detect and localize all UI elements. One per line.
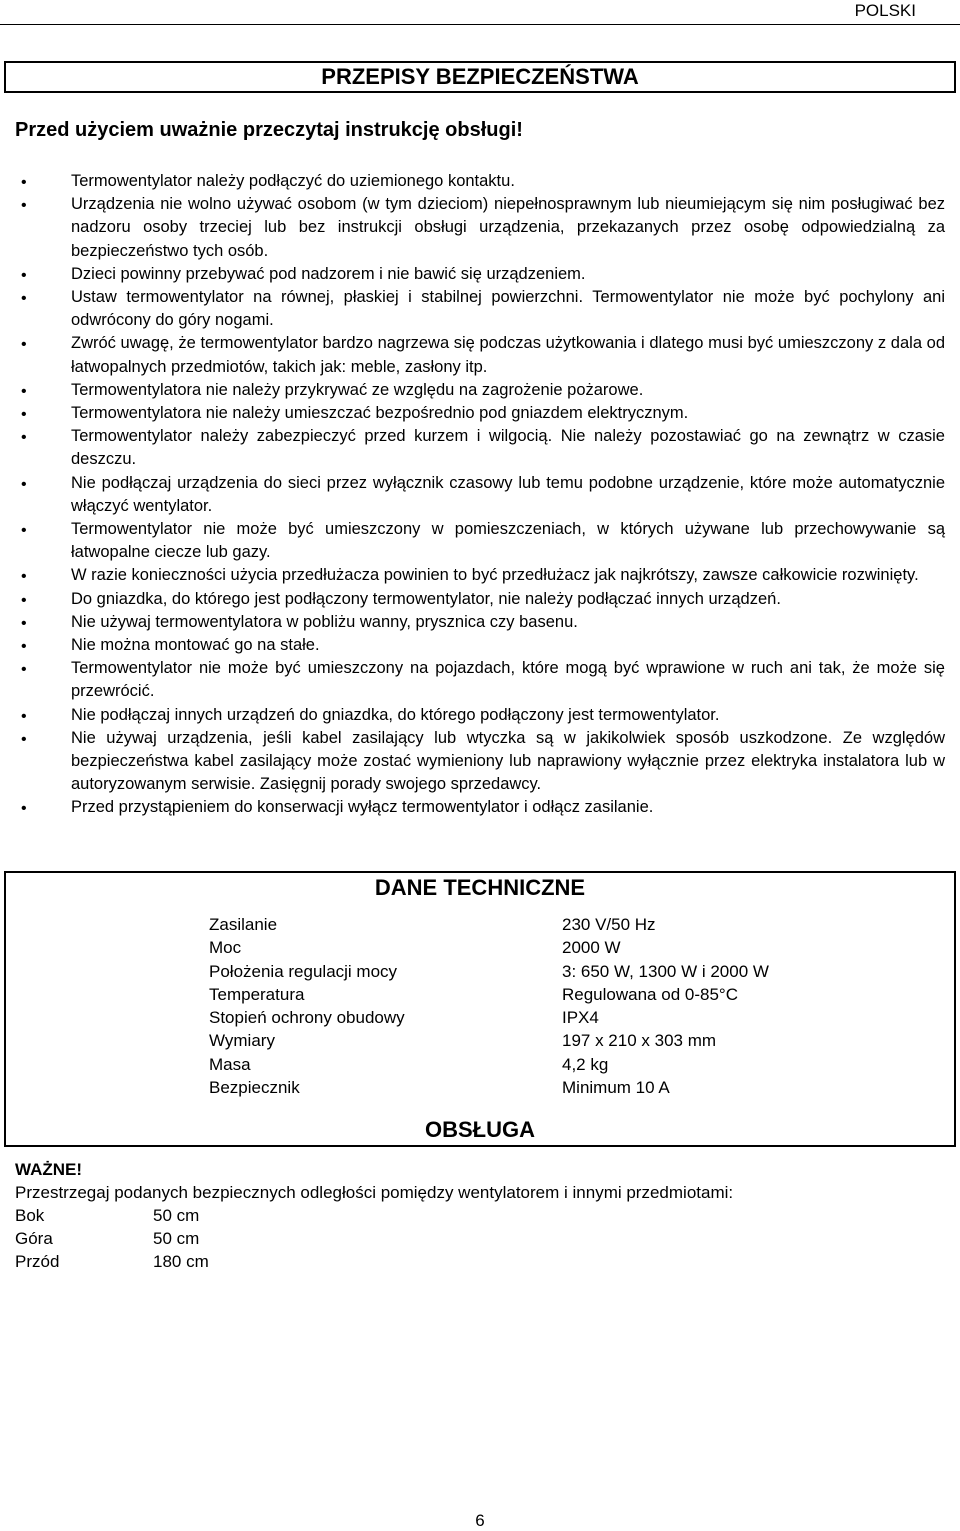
distance-value: 180 cm <box>153 1252 209 1271</box>
distance-table <box>15 1206 415 1275</box>
bullet-icon: • <box>21 197 27 215</box>
rule-item <box>0 657 960 703</box>
spec-label: Położenia regulacji mocy <box>209 961 398 981</box>
spec-row <box>0 1078 960 1101</box>
rule-item <box>0 796 960 819</box>
distance-value: 50 cm <box>153 1206 200 1225</box>
spec-label: Moc <box>209 938 242 958</box>
spec-label: Stopień ochrony obudowy <box>209 1008 405 1028</box>
bullet-icon: • <box>21 568 27 586</box>
distance-label: Góra <box>15 1229 53 1248</box>
operation-title: OBSŁUGA <box>425 1117 535 1142</box>
spec-label: Bezpiecznik <box>209 1078 300 1098</box>
rule-item <box>0 425 960 471</box>
rule-text: Dzieci powinny przebywać pod nadzorem i nie bawić się urządzeniem. <box>71 264 586 283</box>
rule-item <box>0 634 960 657</box>
spec-row <box>0 1055 960 1078</box>
spec-row <box>0 962 960 985</box>
rule-text: Do gniazdka, do którego jest podłączony termowentylator, nie należy podłączać innych urządzeń. <box>71 589 781 608</box>
bullet-icon: • <box>21 638 27 656</box>
rule-text: Nie podłączaj urządzenia do sieci przez wyłącznik czasowy lub temu podobne urządzenie, które może automatycznie włączyć wentylator. <box>71 473 945 515</box>
bullet-icon: • <box>21 266 27 284</box>
spec-value: 2000 W <box>562 938 621 958</box>
rule-item <box>0 263 960 286</box>
rule-text: Ustaw termowentylator na równej, płaskiej i stabilnej powierzchni. Termowentylator nie może być pochylony ani odwrócony do góry nogami. <box>71 288 945 330</box>
safety-rules-list <box>0 170 960 820</box>
rule-text: Termowentylator należy zabezpieczyć przed kurzem i wilgocią. Nie należy pozostawiać go na zewnątrz w czasie deszczu. <box>71 427 945 469</box>
bullet-icon: • <box>21 800 27 818</box>
bullet-icon: • <box>21 522 27 540</box>
rule-text: Nie można montować go na stałe. <box>71 636 320 655</box>
spec-row <box>0 915 960 938</box>
rule-item <box>0 727 960 797</box>
rule-item <box>0 379 960 402</box>
bullet-icon: • <box>21 661 27 679</box>
distance-intro: Przestrzegaj podanych bezpiecznych odległości pomiędzy wentylatorem i innymi przedmiotami: <box>15 1183 734 1202</box>
bullet-icon: • <box>21 591 27 609</box>
rule-item <box>0 704 960 727</box>
spec-label: Masa <box>209 1054 251 1074</box>
bullet-icon: • <box>21 475 27 493</box>
spec-value: 197 x 210 x 303 mm <box>562 1031 717 1051</box>
rule-item <box>0 611 960 634</box>
rule-item <box>0 472 960 518</box>
bullet-icon: • <box>21 174 27 191</box>
rule-item <box>0 193 960 263</box>
rule-text: Nie używaj termowentylatora w pobliżu wanny, prysznica czy basenu. <box>71 612 578 631</box>
rule-text: Termowentylator należy podłączyć do uziemionego kontaktu. <box>71 172 515 190</box>
spec-value: 4,2 kg <box>562 1054 609 1074</box>
safety-subtitle: Przed użyciem uważnie przeczytaj instrukcję obsługi! <box>15 119 523 141</box>
language-label: POLSKI <box>854 1 916 20</box>
rule-item <box>0 402 960 425</box>
bullet-icon: • <box>21 382 27 400</box>
bullet-icon: • <box>21 406 27 424</box>
distance-value: 50 cm <box>153 1229 200 1248</box>
distance-row <box>15 1252 415 1275</box>
bullet-icon: • <box>21 707 27 725</box>
rule-item <box>0 588 960 611</box>
spec-row <box>0 1031 960 1054</box>
rule-item <box>0 518 960 564</box>
spec-row <box>0 938 960 961</box>
rule-text: Termowentylator nie może być umieszczony w pomieszczeniach, w których używane lub przechowywanie są łatwopalne ciecze lub gazy. <box>71 520 945 562</box>
spec-row <box>0 985 960 1008</box>
rule-text: W razie konieczności użycia przedłużacza powinien to być przedłużacz jak najkrótszy, zawsze całkowicie rozwinięty. <box>71 566 919 585</box>
spec-value: Regulowana od 0-85°C <box>562 984 738 1004</box>
rule-item <box>0 564 960 587</box>
distance-label: Bok <box>15 1206 45 1225</box>
rule-item <box>0 286 960 332</box>
spec-value: Minimum 10 A <box>562 1078 670 1098</box>
page-header <box>0 0 960 25</box>
page-number: 6 <box>475 1511 485 1530</box>
important-label: WAŻNE! <box>15 1160 83 1179</box>
spec-label: Temperatura <box>209 984 305 1004</box>
bullet-icon: • <box>21 429 27 447</box>
rule-item <box>0 332 960 378</box>
safety-title: PRZEPISY BEZPIECZEŃSTWA <box>321 64 639 89</box>
spec-table <box>0 915 960 1101</box>
spec-value: IPX4 <box>562 1008 599 1028</box>
rule-text: Termowentylatora nie należy przykrywać ze względu na zagrożenie pożarowe. <box>71 380 644 399</box>
spec-label: Zasilanie <box>209 915 278 934</box>
distance-row <box>15 1206 415 1229</box>
rule-text: Nie podłączaj innych urządzeń do gniazdka, do którego podłączony jest termowentylator. <box>71 705 720 724</box>
rule-text: Zwróć uwagę, że termowentylator bardzo nagrzewa się podczas użytkowania i dlatego musi być umieszczony z dala od łatwopalnych przedmiotów, takich jak: meble, zasłony itp. <box>71 334 945 376</box>
spec-label: Wymiary <box>209 1031 275 1051</box>
tech-title: DANE TECHNICZNE <box>374 875 586 900</box>
spec-row <box>0 1008 960 1031</box>
distance-label: Przód <box>15 1252 60 1271</box>
rule-text: Nie używaj urządzenia, jeśli kabel zasilający lub wtyczka są w jakikolwiek sposób uszkodzone. Ze względów bezpieczeństwa kabel zasilający może zostać wymieniony lub naprawiony wyłącznie przez elektryka instalatora lub w autoryzowanym serwisie. Zasięgnij porady swojego sprzedawcy. <box>71 728 945 794</box>
spec-value: 3: 650 W, 1300 W i 2000 W <box>562 961 769 981</box>
rule-text: Termowentylator nie może być umieszczony na pojazdach, które mogą być wprawione w ruch ani tak, że może się przewrócić. <box>71 659 945 701</box>
bullet-icon: • <box>21 614 27 632</box>
bullet-icon: • <box>21 336 27 354</box>
rule-text: Przed przystąpieniem do konserwacji wyłącz termowentylator i odłącz zasilanie. <box>71 798 654 817</box>
bullet-icon: • <box>21 290 27 308</box>
spec-value: 230 V/50 Hz <box>562 915 656 934</box>
distance-row <box>15 1229 415 1252</box>
rule-text: Termowentylatora nie należy umieszczać bezpośrednio pod gniazdem elektrycznym. <box>71 404 689 423</box>
bullet-icon: • <box>21 730 27 748</box>
rule-item <box>0 170 960 193</box>
rule-text: Urządzenia nie wolno używać osobom (w tym dzieciom) niepełnosprawnym lub nieumiejącym się nim posługiwać bez nadzoru osoby trzeciej lub bez instrukcji obsługi urządzenia, przekazanych przez osobę odpowiedzialną za bezpieczeństwo tych osób. <box>71 195 945 260</box>
